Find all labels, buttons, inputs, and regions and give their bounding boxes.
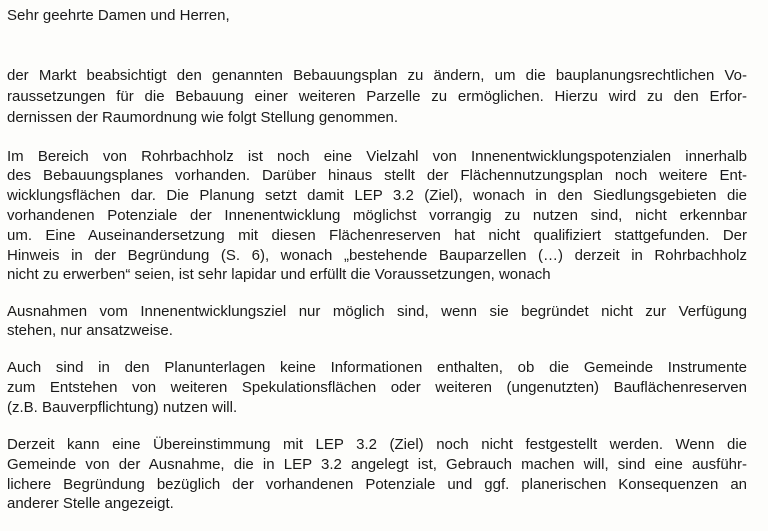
paragraph-line: zum Entstehen von weiteren Spekulationsflächen oder weiteren (ungenutzten) Bauflächenreserven bbox=[7, 379, 747, 396]
paragraph-line: Ausnahmen vom Innenentwicklungsziel nur möglich sind, wenn sie begründet nicht zur Verfügung bbox=[7, 303, 747, 320]
paragraph-line: Gemeinde von der Ausnahme, die in LEP 3.2 angelegt ist, Gebrauch machen will, sind eine ausführ- bbox=[7, 456, 747, 473]
paragraph-line: nicht zu erwerben“ seien, ist sehr lapidar und erfüllt die Voraussetzungen, wonach bbox=[7, 266, 551, 283]
paragraph-line: des Bebauungsplanes vorhanden. Darüber hinaus stellt der Flächennutzungsplan noch weitere Ent- bbox=[7, 167, 747, 184]
paragraph-line: stehen, nur ansatzweise. bbox=[7, 322, 173, 339]
paragraph-line: vorhandenen Potenziale der Innenentwicklung möglichst vorrangig zu nutzen sind, nicht erkennbar bbox=[7, 207, 747, 224]
paragraph-line: Auch sind in den Planunterlagen keine Informationen enthalten, ob die Gemeinde Instrumente bbox=[7, 359, 747, 376]
paragraph-line: dernissen der Raumordnung wie folgt Stellung genommen. bbox=[7, 109, 399, 126]
salutation: Sehr geehrte Damen und Herren, bbox=[7, 7, 230, 24]
paragraph-line: anderer Stelle angezeigt. bbox=[7, 495, 174, 512]
paragraph-line: Hinweis in der Begründung (S. 6), wonach „bestehende Bauparzellen (…) derzeit in Rohrbachholz bbox=[7, 247, 747, 264]
paragraph-line: der Markt beabsichtigt den genannten Bebauungsplan zu ändern, um die bauplanungsrechtlichen Vo- bbox=[7, 67, 747, 84]
paragraph-line: um. Eine Auseinandersetzung mit diesen Flächenreserven hat nicht qualifiziert stattgefunden. Der bbox=[7, 227, 747, 244]
paragraph-line: wicklungsflächen dar. Die Planung setzt damit LEP 3.2 (Ziel), wonach in den Siedlungsgebieten die bbox=[7, 187, 747, 204]
paragraph-line: (z.B. Bauverpflichtung) nutzen will. bbox=[7, 399, 238, 416]
paragraph-line: Im Bereich von Rohrbachholz ist noch eine Vielzahl von Innenentwicklungspotenzialen innerhalb bbox=[7, 148, 747, 165]
paragraph-line: raussetzungen für die Bebauung einer weiteren Parzelle zu ermöglichen. Hierzu wird zu den Erfor- bbox=[7, 88, 747, 105]
paragraph-line: Derzeit kann eine Übereinstimmung mit LEP 3.2 (Ziel) noch nicht festgestellt werden. Wenn die bbox=[7, 436, 747, 453]
paragraph-line: lichere Begründung bezüglich der vorhandenen Potenziale und ggf. planerischen Konsequenzen an bbox=[7, 476, 747, 493]
